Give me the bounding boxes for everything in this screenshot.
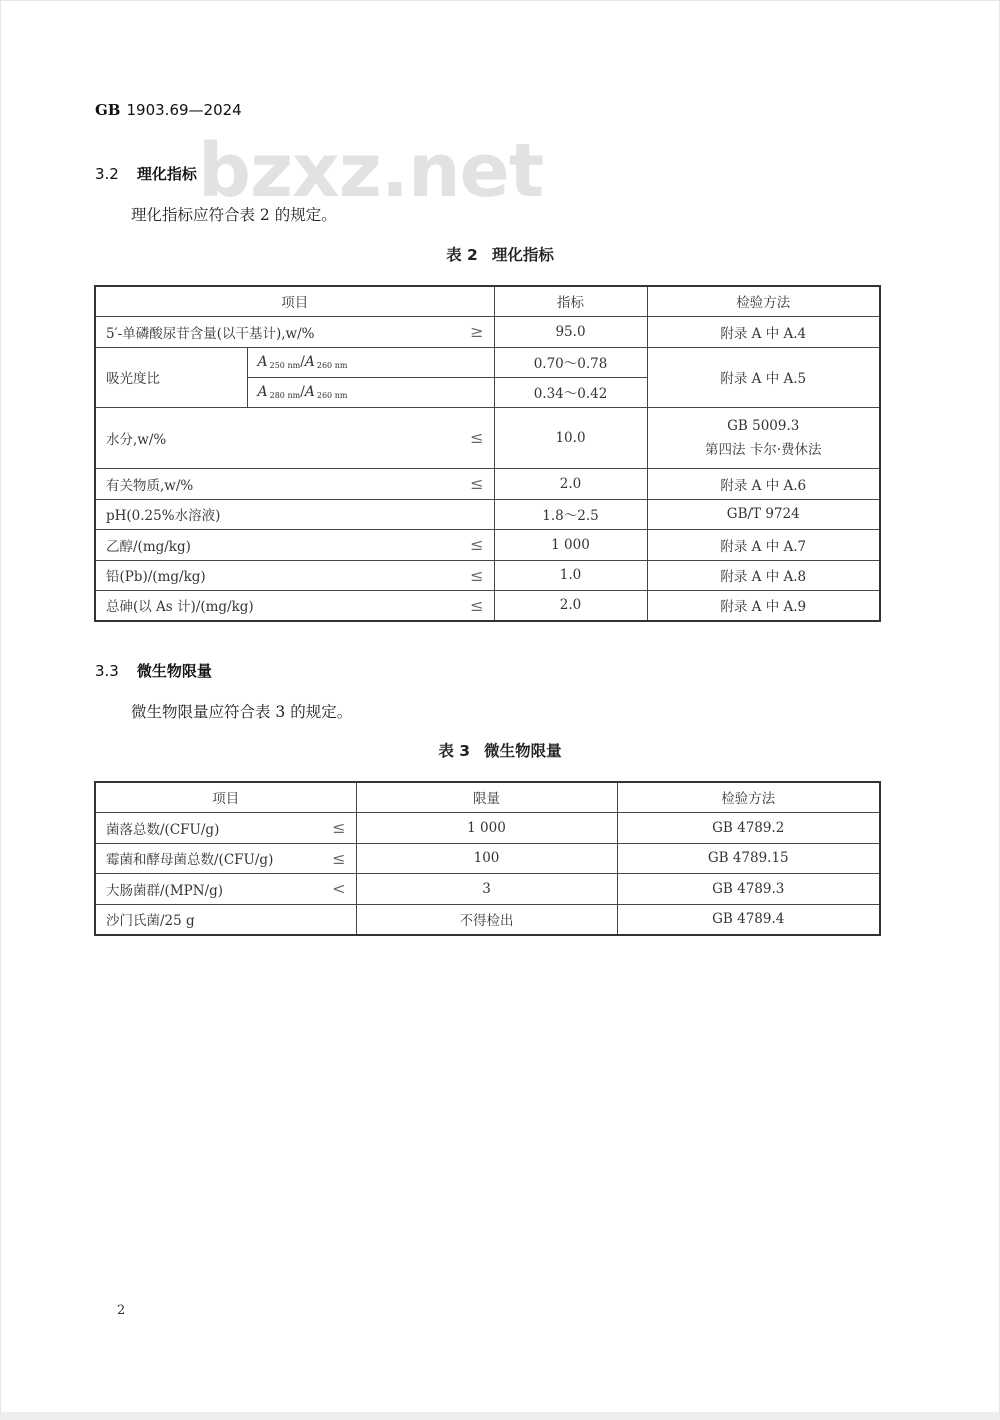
bottom-strip bbox=[0, 1412, 1000, 1420]
operator: ≤ bbox=[470, 535, 484, 554]
item-text: 大肠菌群/(MPN/g) bbox=[106, 882, 223, 899]
item-text: 5′-单磷酸尿苷含量(以干基计),w/% bbox=[106, 325, 315, 342]
header-item: 项目 bbox=[95, 782, 356, 812]
row-method: 附录 A 中 A.4 bbox=[647, 316, 880, 347]
row-item bbox=[95, 590, 494, 621]
ratio-subscript: 280 nm bbox=[269, 391, 301, 400]
row-value: 10.0 bbox=[494, 407, 647, 468]
table-3-microbial bbox=[94, 781, 881, 936]
row-method: 附录 A 中 A.7 bbox=[647, 529, 880, 560]
section-3-2-heading bbox=[95, 163, 197, 184]
row-item: 吸光度比 bbox=[95, 347, 247, 407]
operator: ≤ bbox=[470, 474, 484, 493]
row-method: GB 4789.15 bbox=[617, 843, 880, 873]
row-value: 0.70～0.78 bbox=[494, 347, 647, 377]
header-index: 指标 bbox=[494, 286, 647, 316]
standard-header bbox=[95, 101, 242, 119]
header-limit: 限量 bbox=[356, 782, 617, 812]
operator: ≤ bbox=[470, 428, 484, 447]
table-header-row bbox=[95, 782, 880, 812]
row-item bbox=[95, 316, 494, 347]
section-number: 3.3 bbox=[95, 662, 119, 680]
ratio-subscript: 260 nm bbox=[316, 361, 348, 370]
row-method: 附录 A 中 A.8 bbox=[647, 560, 880, 590]
item-text: 沙门氏菌/25 g bbox=[106, 913, 195, 930]
section-3-2-paragraph: 理化指标应符合表 2 的规定。 bbox=[131, 206, 337, 224]
row-value: 3 bbox=[356, 873, 617, 904]
table-2-caption bbox=[0, 243, 1000, 265]
row-method: 附录 A 中 A.6 bbox=[647, 468, 880, 499]
header-item: 项目 bbox=[95, 286, 494, 316]
table-row bbox=[95, 499, 880, 529]
ratio-symbol: A bbox=[257, 384, 268, 400]
page-number: 2 bbox=[117, 1303, 126, 1318]
row-item bbox=[95, 812, 356, 843]
item-text: 有关物质,w/% bbox=[106, 477, 194, 494]
row-method: GB 4789.4 bbox=[617, 904, 880, 935]
table-row bbox=[95, 407, 880, 468]
ratio-separator: / bbox=[300, 354, 305, 370]
row-item bbox=[95, 407, 494, 468]
row-value: 1 000 bbox=[356, 812, 617, 843]
ratio-symbol: A bbox=[257, 354, 268, 370]
row-item bbox=[95, 468, 494, 499]
table-title: 理化指标 bbox=[491, 246, 554, 264]
ratio-separator: / bbox=[300, 384, 305, 400]
row-item bbox=[95, 560, 494, 590]
method-line: GB 5009.3 bbox=[727, 417, 800, 434]
row-value: 1 000 bbox=[494, 529, 647, 560]
table-row bbox=[95, 843, 880, 873]
method-line: 第四法 卡尔·费休法 bbox=[704, 441, 822, 458]
standard-number: 1903.69—2024 bbox=[126, 101, 242, 119]
row-item bbox=[95, 873, 356, 904]
row-method: 附录 A 中 A.5 bbox=[647, 347, 880, 407]
table-row bbox=[95, 468, 880, 499]
section-3-3-paragraph: 微生物限量应符合表 3 的规定。 bbox=[131, 703, 353, 721]
ratio-symbol: A bbox=[304, 354, 315, 370]
row-item bbox=[95, 529, 494, 560]
table-row bbox=[95, 812, 880, 843]
row-item bbox=[95, 843, 356, 873]
operator: ≤ bbox=[470, 565, 484, 585]
row-item bbox=[95, 904, 356, 935]
header-method: 检验方法 bbox=[617, 782, 880, 812]
standard-prefix: GB bbox=[95, 101, 121, 119]
table-2-physicochemical bbox=[94, 285, 881, 622]
operator: < bbox=[332, 879, 346, 898]
table-row bbox=[95, 316, 880, 347]
operator: ≤ bbox=[470, 595, 484, 615]
table-row bbox=[95, 529, 880, 560]
table-title: 微生物限量 bbox=[484, 742, 562, 760]
item-text: 霉菌和酵母菌总数/(CFU/g) bbox=[106, 852, 274, 868]
sub-item-ratio-1 bbox=[247, 347, 494, 377]
section-title: 理化指标 bbox=[136, 165, 197, 183]
item-text: 菌落总数/(CFU/g) bbox=[106, 821, 220, 838]
table-number: 表 3 bbox=[438, 742, 471, 760]
ratio-subscript: 250 nm bbox=[269, 361, 301, 370]
table-header-row bbox=[95, 286, 880, 316]
ratio-symbol: A bbox=[304, 384, 315, 400]
row-method: GB 4789.2 bbox=[617, 812, 880, 843]
operator: ≤ bbox=[332, 818, 346, 837]
ratio-subscript: 260 nm bbox=[316, 391, 348, 400]
operator: ≤ bbox=[332, 848, 346, 868]
section-title: 微生物限量 bbox=[136, 662, 212, 680]
item-text: 水分,w/% bbox=[106, 431, 167, 448]
item-text: 铅(Pb)/(mg/kg) bbox=[106, 569, 206, 585]
table-row bbox=[95, 560, 880, 590]
section-number: 3.2 bbox=[95, 165, 119, 183]
row-value: 95.0 bbox=[494, 316, 647, 347]
table-row bbox=[95, 904, 880, 935]
operator: ≥ bbox=[470, 322, 484, 341]
sub-item-ratio-2 bbox=[247, 377, 494, 407]
table-row bbox=[95, 347, 880, 377]
row-value: 1.0 bbox=[494, 560, 647, 590]
row-value: 不得检出 bbox=[356, 904, 617, 935]
row-item: pH(0.25%水溶液) bbox=[95, 499, 494, 529]
row-method: GB 4789.3 bbox=[617, 873, 880, 904]
row-value: 1.8～2.5 bbox=[494, 499, 647, 529]
row-value: 100 bbox=[356, 843, 617, 873]
section-3-3-heading bbox=[95, 660, 212, 681]
watermark: bzxz.net bbox=[198, 128, 544, 214]
table-row bbox=[95, 873, 880, 904]
header-method: 检验方法 bbox=[647, 286, 880, 316]
table-row bbox=[95, 590, 880, 621]
row-method: GB/T 9724 bbox=[647, 499, 880, 529]
item-text: 乙醇/(mg/kg) bbox=[106, 538, 191, 555]
row-method: 附录 A 中 A.9 bbox=[647, 590, 880, 621]
item-text: 总砷(以 As 计)/(mg/kg) bbox=[106, 599, 254, 616]
table-number: 表 2 bbox=[446, 246, 478, 264]
table-3-caption bbox=[0, 739, 1000, 761]
row-value: 0.34～0.42 bbox=[494, 377, 647, 407]
row-method bbox=[647, 407, 880, 468]
row-value: 2.0 bbox=[494, 590, 647, 621]
row-value: 2.0 bbox=[494, 468, 647, 499]
